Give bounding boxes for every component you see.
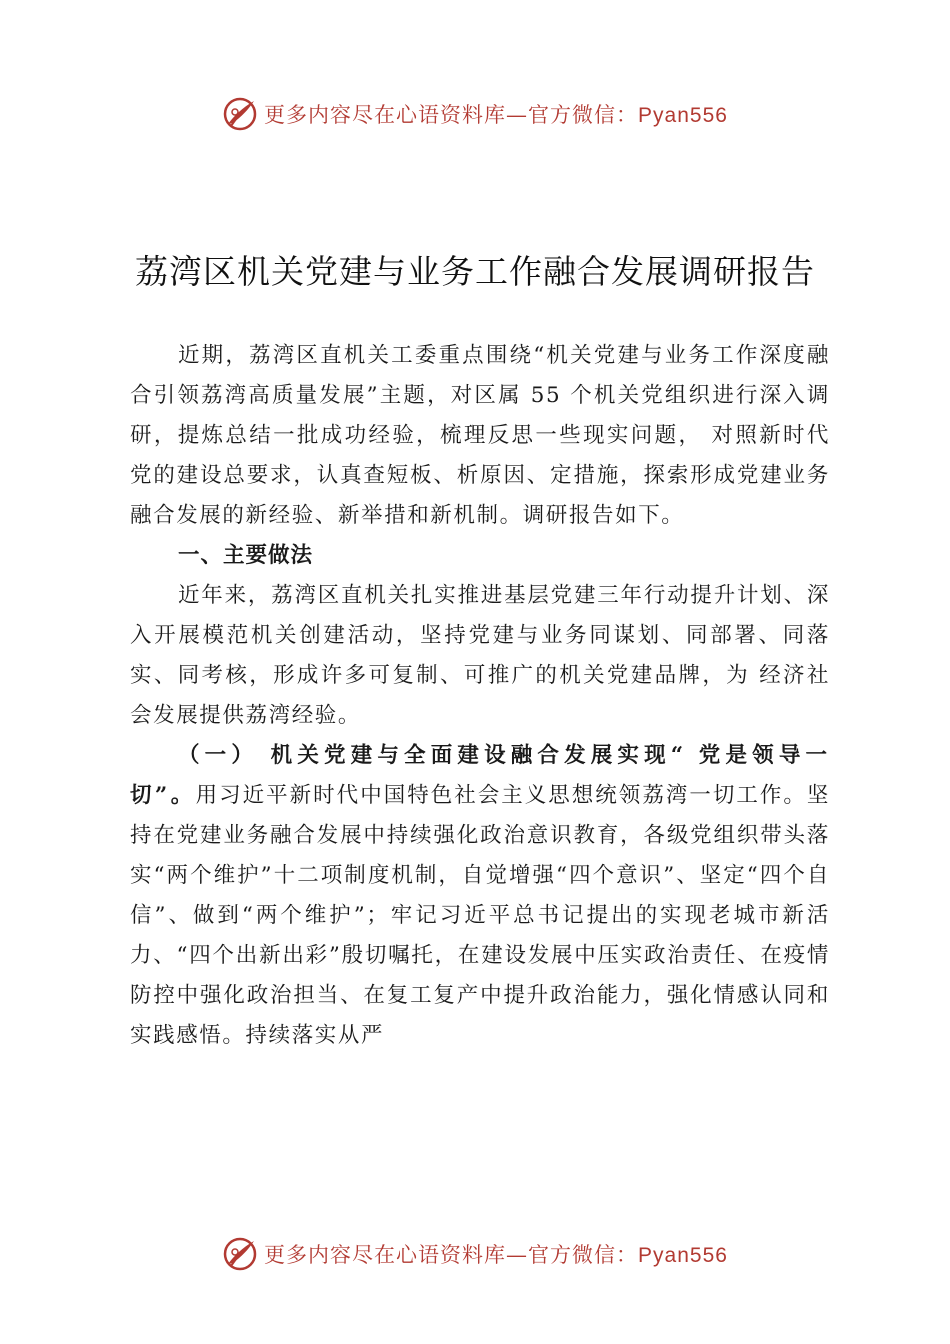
banner-text [264,1239,728,1269]
section-heading: 一、主要做法 [178,543,314,568]
banner-dash: — [506,103,529,127]
subsection-body: 用习近平新时代中国特色社会主义思想统领荔湾一切工作。坚持在党建业务融合发展中持续强化政治意识教育，各级党组织带头落实“两个维护”十二项制度机制，自觉增强“四个意识”、坚定“四个自信”、做到“两个维护”；牢记习近平总书记提出的实现老城市新活力、“四个出新出彩”殷切嘱托，在建设发展中压实政治责任、在疫情防控中强化政治担当、在复工复产中提升政治能力，强化情感认同和实践感悟。持续落实从严 [130,783,831,1048]
document-title: 荔湾区机关党建与业务工作融合发展调研报告 [135,252,815,291]
banner-text [264,99,728,129]
intro-paragraph: 近期，荔湾区直机关工委重点围绕“机关党建与业务工作深度融合引领荔湾高质量发展”主题，对区属 55 个机关党组织进行深入调研，提炼总结一批成功经验，梳理反思一些现实问题， 对照新时代党的建设总要求，认真查短板、析原因、定措施，探索形成党建业务融合发展的新经验、新举措和新机制。调研报告如下。 [130,343,830,528]
document-body [130,336,830,1056]
quill-pen-logo-icon [222,96,258,132]
footer-banner [0,1234,950,1274]
banner-library-name: 更多内容尽在心语资料库 [264,103,507,127]
quill-pen-logo-icon [222,1236,258,1272]
banner-contact: 官方微信：Pyan556 [528,1244,728,1267]
subsection-heading: （一） 机关党建与全面建设融合发展实现“ 党是领导一切”。 [130,743,830,808]
banner-dash: — [506,1243,529,1267]
section-paragraph: 近年来，荔湾区直机关扎实推进基层党建三年行动提升计划、深入开展模范机关创建活动，坚持党建与业务同谋划、同部署、同落实、同考核，形成许多可复制、可推广的机关党建品牌，为 经济社会发展提供荔湾经验。 [130,583,830,728]
banner-library-name: 更多内容尽在心语资料库 [264,1243,507,1267]
subsection-paragraph [130,736,830,1056]
header-banner [0,94,950,134]
banner-contact: 官方微信：Pyan556 [528,104,728,127]
